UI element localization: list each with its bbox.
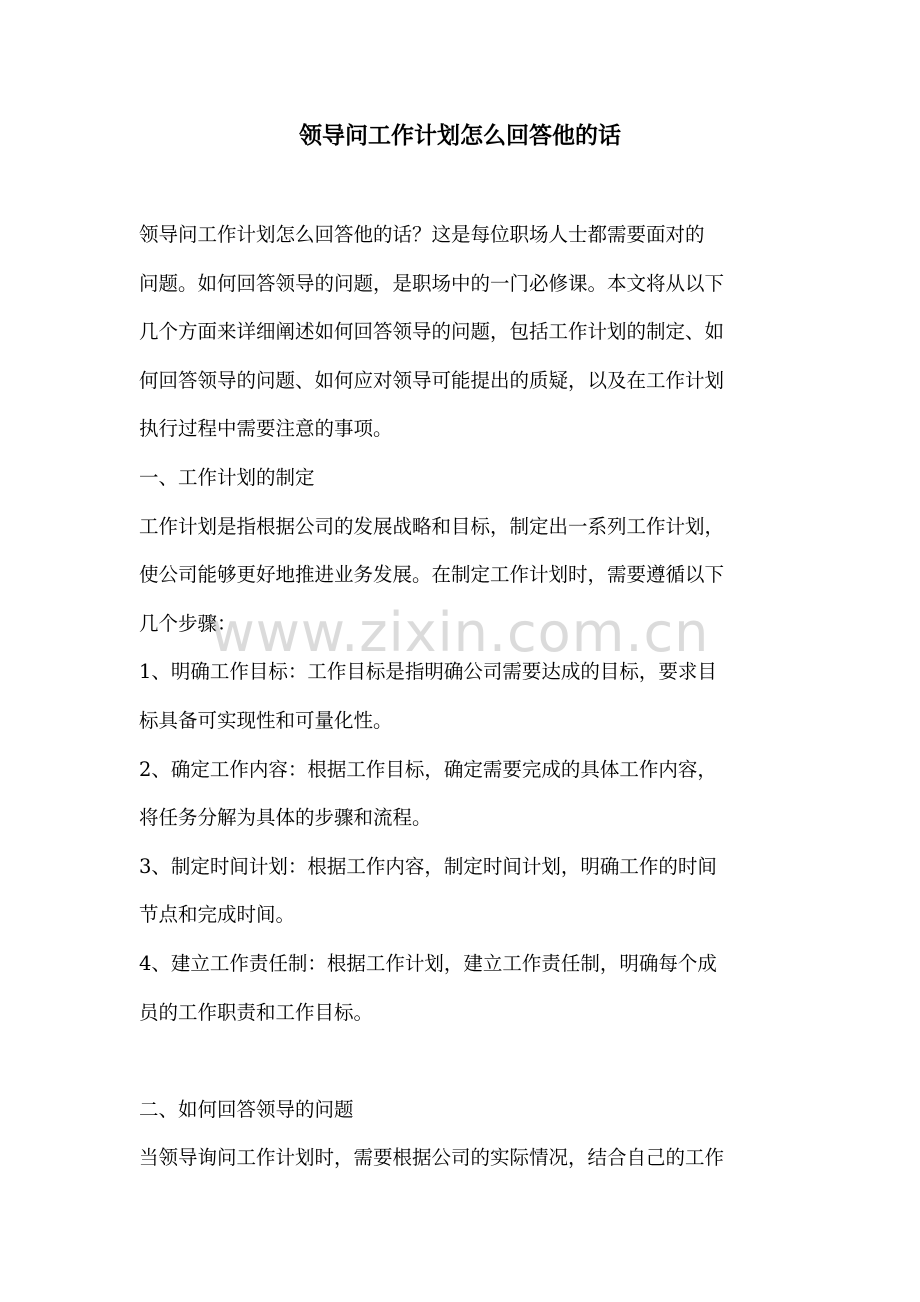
list-item-line: 将任务分解为具体的步骤和流程。 (139, 806, 432, 830)
list-item-line: 2、确定工作内容：根据工作目标，确定需要完成的具体工作内容， (139, 757, 717, 781)
paragraph-line: 问题。如何回答领导的问题，是职场中的一门必修课。本文将从以下 (139, 271, 725, 295)
document-body (139, 211, 789, 1183)
paragraph-line: 执行过程中需要注意的事项。 (139, 417, 393, 441)
section-heading: 一、工作计划的制定 (139, 465, 315, 489)
paragraph-line: 几个方面来详细阐述如何回答领导的问题，包括工作计划的制定、如 (139, 320, 725, 344)
document-title: 领导问工作计划怎么回答他的话 (299, 122, 621, 149)
list-item-line: 1、明确工作目标：工作目标是指明确公司需要达成的目标，要求目 (139, 660, 717, 684)
list-item-line: 3、制定时间计划：根据工作内容，制定时间计划，明确工作的时间 (139, 854, 717, 878)
blank-line (139, 1037, 789, 1086)
paragraph-line: 使公司能够更好地推进业务发展。在制定工作计划时，需要遵循以下 (139, 563, 725, 587)
section-heading: 二、如何回答领导的问题 (139, 1097, 354, 1121)
watermark: www.zixin.com.cn (210, 601, 710, 664)
paragraph-line: 工作计划是指根据公司的发展战略和目标，制定出一系列工作计划， (139, 514, 725, 538)
list-item-line: 员的工作职责和工作目标。 (139, 1000, 374, 1024)
list-item-line: 4、建立工作责任制：根据工作计划，建立工作责任制，明确每个成 (139, 951, 717, 975)
list-item-line: 节点和完成时间。 (139, 903, 296, 927)
list-item-line: 标具备可实现性和可量化性。 (139, 708, 393, 732)
paragraph-line: 何回答领导的问题、如何应对领导可能提出的质疑，以及在工作计划 (139, 368, 725, 392)
paragraph-line: 几个步骤： (139, 611, 237, 635)
paragraph-line: 领导问工作计划怎么回答他的话？这是每位职场人士都需要面对的 (139, 223, 705, 246)
paragraph-line: 当领导询问工作计划时，需要根据公司的实际情况，结合自己的工作 (139, 1146, 725, 1170)
